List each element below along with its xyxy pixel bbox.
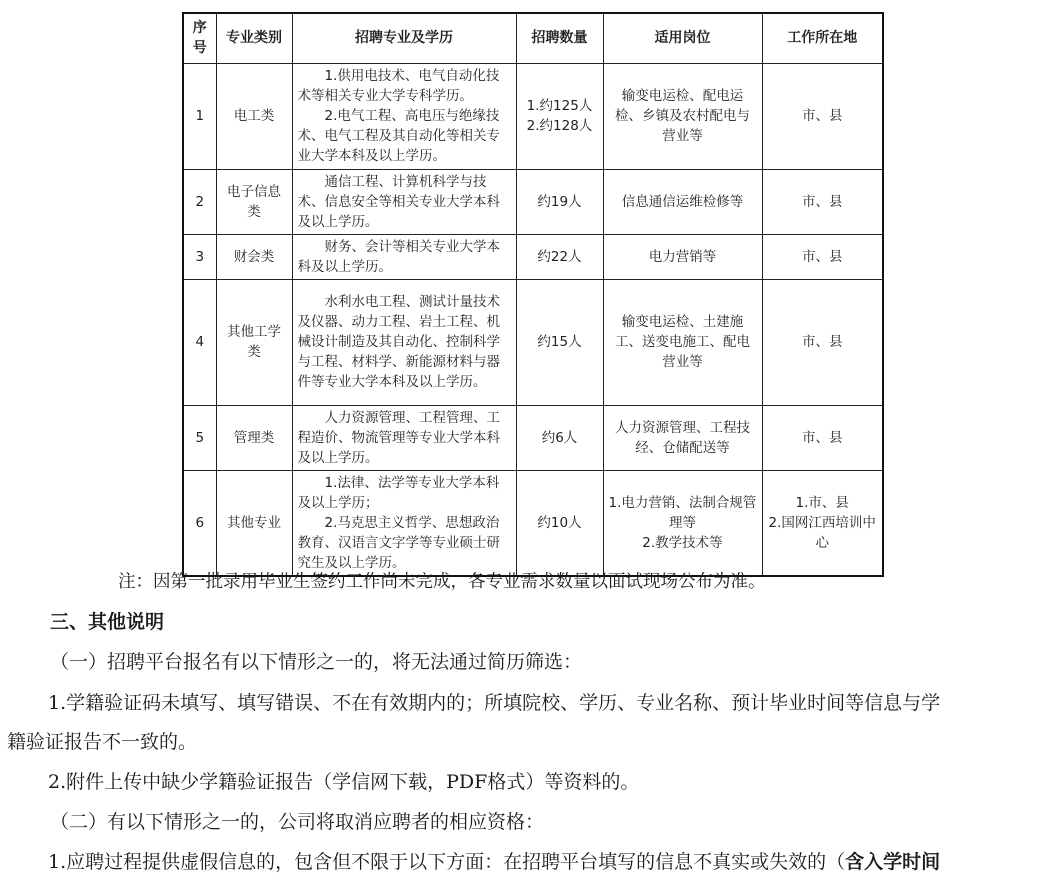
cell-location bbox=[762, 63, 883, 169]
cell-line: 2.电气工程、高电压与绝缘技术、电气工程及其自动化等相关专业大学本科及以上学历。 bbox=[297, 108, 500, 164]
cell-line: 市、县 bbox=[802, 108, 843, 124]
cell-line: 约22人 bbox=[537, 248, 582, 265]
cell-line: 2.国网江西培训中心 bbox=[768, 514, 876, 551]
cell-line: 人力资源管理、工程管理、工程造价、物流管理等专业大学本科及以上学历。 bbox=[297, 409, 500, 466]
cell-line: 约6人 bbox=[541, 429, 578, 446]
cell-category: 其他专业 bbox=[216, 470, 292, 576]
item-3-bold: 含入学时间 bbox=[845, 851, 941, 873]
cell-category: 其他工学类 bbox=[216, 279, 292, 405]
cell-line: 财务、会计等相关专业大学本科及以上学历。 bbox=[297, 238, 500, 275]
cell-category: 电子信息类 bbox=[216, 169, 292, 234]
cell-post bbox=[603, 279, 762, 405]
table-row bbox=[183, 470, 883, 576]
header-category: 专业类别 bbox=[216, 13, 292, 63]
cell-major bbox=[292, 470, 516, 576]
table-row bbox=[183, 234, 883, 279]
cell-line: 1.市、县 bbox=[795, 494, 849, 511]
cell-line: 2.约128人 bbox=[526, 118, 593, 134]
recruitment-table bbox=[182, 12, 884, 577]
item-3 bbox=[48, 848, 940, 876]
cell-quantity bbox=[516, 279, 603, 405]
cell-line: 市、县 bbox=[802, 193, 843, 210]
cell-category: 管理类 bbox=[216, 405, 292, 470]
section-title: 三、其他说明 bbox=[50, 611, 165, 633]
cell-major bbox=[292, 63, 516, 169]
cell-line: 约15人 bbox=[537, 334, 582, 350]
cell-line: 2.教学技术等 bbox=[642, 534, 723, 551]
header-quantity: 招聘数量 bbox=[516, 13, 603, 63]
cell-line: 1.法律、法学等专业大学本科及以上学历； bbox=[297, 474, 500, 511]
header-major: 招聘专业及学历 bbox=[292, 13, 516, 63]
cell-no: 1 bbox=[183, 63, 216, 169]
cell-post bbox=[603, 169, 762, 234]
table-row bbox=[183, 405, 883, 470]
cell-category: 电工类 bbox=[216, 63, 292, 169]
cell-line: 输变电运检、配电运检、乡镇及农村配电与营业等 bbox=[615, 88, 750, 144]
cell-quantity bbox=[516, 470, 603, 576]
subsection-1: （一）招聘平台报名有以下情形之一的，将无法通过简历筛选： bbox=[50, 651, 583, 673]
subsection-2: （二）有以下情形之一的，公司将取消应聘者的相应资格： bbox=[50, 811, 545, 833]
table-note: 注：因第一批录用毕业生签约工作尚未完成，各专业需求数量以面试现场公布为准。 bbox=[118, 572, 766, 592]
cell-line: 2.马克思主义哲学、思想政治教育、汉语言文字学等专业硕士研究生及以上学历。 bbox=[297, 514, 500, 571]
cell-location bbox=[762, 279, 883, 405]
table-body bbox=[183, 63, 883, 576]
table-row bbox=[183, 169, 883, 234]
cell-post bbox=[603, 405, 762, 470]
table-row bbox=[183, 63, 883, 169]
cell-line: 约10人 bbox=[537, 514, 582, 531]
cell-no: 6 bbox=[183, 470, 216, 576]
cell-line: 1.约125人 bbox=[526, 98, 593, 114]
cell-major bbox=[292, 234, 516, 279]
cell-no: 3 bbox=[183, 234, 216, 279]
cell-line: 约19人 bbox=[537, 193, 582, 210]
header-location: 工作所在地 bbox=[762, 13, 883, 63]
cell-major bbox=[292, 169, 516, 234]
item-1-line-1: 1.学籍验证码未填写、填写错误、不在有效期内的；所填院校、学历、专业名称、预计毕业时间等信息与学 bbox=[48, 692, 941, 714]
cell-line: 市、县 bbox=[802, 334, 843, 350]
cell-location bbox=[762, 405, 883, 470]
cell-line: 人力资源管理、工程技经、仓储配送等 bbox=[615, 419, 750, 456]
cell-quantity bbox=[516, 405, 603, 470]
cell-category: 财会类 bbox=[216, 234, 292, 279]
cell-line: 水利水电工程、测试计量技术及仪器、动力工程、岩土工程、机械设计制造及其自动化、控制科学与工程、材料学、新能源材料与器件等专业大学本科及以上学历。 bbox=[297, 294, 500, 390]
cell-line: 通信工程、计算机科学与技术、信息安全等相关专业大学本科及以上学历。 bbox=[297, 173, 500, 230]
cell-post bbox=[603, 63, 762, 169]
table-row bbox=[183, 279, 883, 405]
cell-major bbox=[292, 279, 516, 405]
cell-line: 1.供用电技术、电气自动化技术等相关专业大学专科学历。 bbox=[297, 68, 500, 104]
cell-post bbox=[603, 470, 762, 576]
header-no: 序号 bbox=[183, 13, 216, 63]
item-2: 2.附件上传中缺少学籍验证报告（学信网下载，PDF格式）等资料的。 bbox=[48, 771, 640, 793]
cell-line: 信息通信运维检修等 bbox=[621, 193, 744, 210]
cell-quantity bbox=[516, 234, 603, 279]
cell-line: 输变电运检、土建施工、送变电施工、配电营业等 bbox=[615, 314, 750, 370]
cell-quantity bbox=[516, 63, 603, 169]
cell-quantity bbox=[516, 169, 603, 234]
table-header-row bbox=[183, 13, 883, 63]
cell-line: 1.电力营销、法制合规管理等 bbox=[608, 494, 757, 531]
item-3-text: 1.应聘过程提供虚假信息的，包含但不限于以下方面：在招聘平台填写的信息不真实或失效的（ bbox=[48, 851, 846, 873]
cell-line: 市、县 bbox=[802, 429, 843, 446]
cell-line: 市、县 bbox=[802, 248, 843, 265]
header-post: 适用岗位 bbox=[603, 13, 762, 63]
cell-location bbox=[762, 169, 883, 234]
item-1-line-2: 籍验证报告不一致的。 bbox=[7, 731, 198, 753]
cell-major bbox=[292, 405, 516, 470]
cell-no: 4 bbox=[183, 279, 216, 405]
cell-post bbox=[603, 234, 762, 279]
cell-no: 2 bbox=[183, 169, 216, 234]
cell-line: 电力营销等 bbox=[648, 248, 717, 265]
cell-no: 5 bbox=[183, 405, 216, 470]
cell-location bbox=[762, 470, 883, 576]
cell-location bbox=[762, 234, 883, 279]
